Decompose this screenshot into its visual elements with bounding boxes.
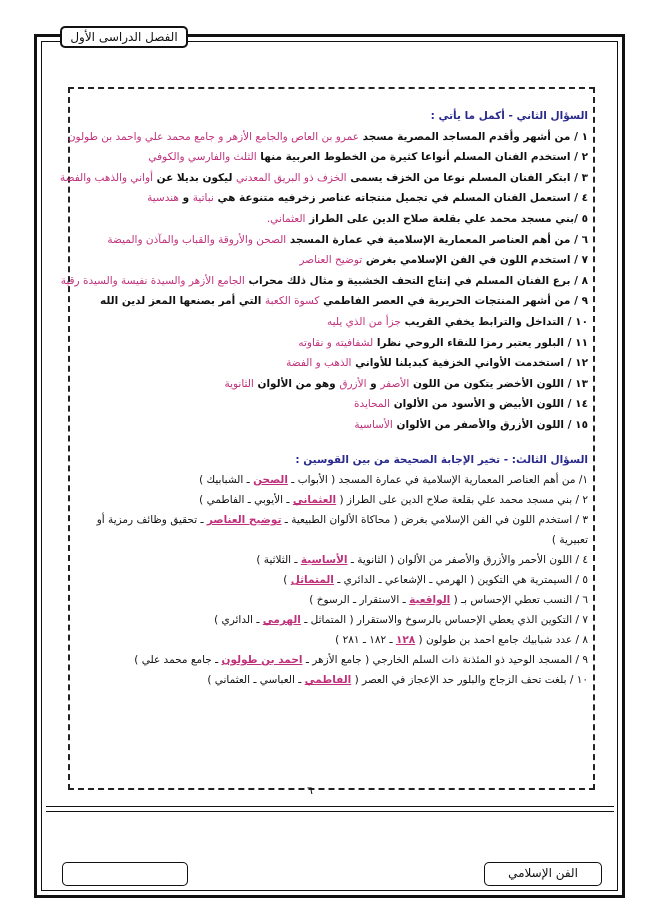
question-text: ـ ١٨٢ ـ ٢٨١ )	[335, 634, 396, 647]
question-text: و	[178, 192, 193, 205]
question-text: ٦ / النسب تعطي الإحساس بـ (	[450, 594, 588, 607]
section2-item	[76, 353, 588, 374]
answer-text: الأزرق	[339, 377, 367, 390]
section3-title: السؤال الثالث: - تخير الإجابة الصحيحة من بين القوسين :	[295, 453, 588, 466]
answer-text: توضيح العناصر	[206, 514, 282, 527]
section2-item	[76, 291, 588, 312]
question-text: ـ الشبابيك )	[199, 474, 254, 487]
question-text: ١١ / البلور يعتبر رمزا للنقاء الروحي نظرا	[373, 336, 588, 349]
answer-text: ١٢٨	[395, 634, 416, 647]
question-text: ٣ / استخدم اللون في الفن الإسلامي بغرض ( محاكاة الألوان الطبيعية ـ	[281, 514, 588, 527]
question-text: ٧ / التكوين الذي يعطي الإحساس بالرسوخ والاستقرار ( المتماثل ـ	[300, 614, 588, 627]
answer-text: الأساسية	[354, 418, 393, 431]
section2-item	[76, 312, 588, 333]
section3-item	[76, 630, 588, 650]
answer-text: العثماني.	[266, 212, 306, 225]
answer-text: كسوة الكعبة	[265, 295, 320, 308]
section2-item	[76, 250, 588, 271]
answer-text: نباتية	[192, 192, 214, 205]
answer-text: احمد بن طولون	[221, 654, 303, 667]
question-text: ٧ / استخدم اللون في الفن الإسلامي بغرض	[362, 254, 588, 267]
term-label: الفصل الدراسى الأول	[60, 26, 188, 48]
section3-item	[76, 610, 588, 630]
section2-item	[60, 271, 588, 292]
question-text: ٨ / برع الفنان المسلم في إنتاج التحف الخشبية و مثال ذلك محراب	[244, 274, 588, 287]
answer-text: الفاطمي	[304, 674, 352, 687]
question-text: ١٣ / اللون الأخضر يتكون من اللون	[409, 377, 588, 390]
answer-text: الذهب و الفضة	[286, 357, 352, 370]
question-text: ٤ / اللون الأحمر والأزرق والأصفر من الألوان ( الثانوية ـ	[347, 554, 588, 567]
question-text: ١٠ / بلغت تحف الزجاج والبلور حد الإعجاز في العصر (	[351, 674, 588, 687]
question-text: ـ العباسي ـ العثماني )	[207, 674, 305, 687]
answer-text: هندسية	[147, 192, 179, 205]
question-text: ١٤ / اللون الأبيض و الأسود من الألوان	[390, 398, 588, 411]
answer-text: الثانوية	[224, 377, 254, 390]
question-text: وهو من الألوان	[253, 377, 340, 390]
answer-text: لشفافيته و نقاوته	[298, 336, 374, 349]
answer-text: عمرو بن العاص والجامع الأزهر و جامع محمد علي واحمد بن طولون	[67, 130, 359, 143]
question-text: ١ / من أشهر وأقدم المساجد المصرية مسجد	[358, 130, 588, 143]
question-text: ـ الثلاثية )	[256, 554, 301, 567]
footer-rule	[46, 806, 614, 807]
question-text: و	[366, 377, 381, 390]
answer-text: الخزف ذو البريق المعدني	[236, 171, 347, 184]
answer-text: الصحن والأروقة والقباب والمآذن والميضة	[107, 233, 287, 246]
answer-text: العثماني	[292, 494, 337, 507]
answer-text: الصحن	[253, 474, 288, 487]
answer-text: الثلث والفارسي والكوفي	[148, 151, 257, 164]
subject-label: الفن الإسلامي	[484, 862, 602, 886]
question-text: ـ الأيوبي ـ الفاطمي )	[199, 494, 293, 507]
answer-text: أواني والذهب والفضة	[59, 171, 153, 184]
section2-item	[76, 188, 588, 209]
answer-text: الهرمي	[262, 614, 301, 627]
question-text: ٢ / بني مسجد محمد علي بقلعة صلاح الدين على الطراز (	[336, 494, 588, 507]
question-text: ـ الدائري )	[214, 614, 263, 627]
section3-item	[76, 490, 588, 510]
question-text: ـ تحقيق وظائف رمزية أو تعبيرية )	[96, 514, 588, 547]
answer-text: الأساسية	[300, 554, 348, 567]
question-text: ـ الاستقرار ـ الرسوخ )	[309, 594, 410, 607]
section2-item	[76, 394, 588, 415]
page-number: ٦	[307, 784, 313, 797]
section2-item	[76, 415, 588, 436]
question-text: ـ جامع محمد علي )	[134, 654, 222, 667]
question-text: ١٥ / اللون الأزرق والأصفر من الألوان	[392, 418, 588, 431]
question-text: ٣ / ابتكر الفنان المسلم نوعا من الخزف يسمى	[346, 171, 588, 184]
questions-content	[59, 106, 588, 690]
section2-item	[67, 127, 588, 148]
section2-item	[76, 333, 588, 354]
question-text: ١٢ / استخدمت الأواني الخزفية كبديلنا للأواني	[351, 357, 588, 370]
section3-item	[76, 650, 588, 670]
question-text: ٢ / استخدم الفنان المسلم أنواعا كثيرة من الخطوط العربية منها	[256, 151, 588, 164]
question-text: ١/ من أهم العناصر المعمارية الإسلامية في عمارة المسجد ( الأبواب ـ	[287, 474, 588, 487]
section2-item	[76, 147, 588, 168]
question-text: التي أمر بصنعها المعز لدين الله	[99, 295, 265, 308]
question-text: ٤ / استعمل الفنان المسلم في تجميل منتجاته عناصر زخرفيه متنوعة هي	[213, 192, 588, 205]
question-text: ٩ / المسجد الوحيد ذو المئذنة ذات السلم الخارجي ( جامع الأزهر ـ	[302, 654, 588, 667]
question-text: ٥ /بني مسجد محمد علي بقلعة صلاح الدين على الطراز	[305, 212, 588, 225]
footer-rule-thin	[46, 811, 614, 812]
answer-text: توضيح العناصر	[299, 254, 363, 267]
question-text: )	[283, 574, 291, 587]
section2-item	[76, 209, 588, 230]
answer-text: الجامع الأزهر والسيدة نفيسة والسيدة رقية	[60, 274, 245, 287]
question-text: ٨ / عدد شبابيك جامع احمد بن طولون (	[415, 634, 588, 647]
section2-item	[76, 374, 588, 395]
section3-item	[76, 670, 588, 690]
name-box	[62, 862, 188, 886]
section3-item	[76, 470, 588, 490]
section3-item	[76, 550, 588, 570]
section3-list	[76, 470, 588, 690]
answer-text: جزأ من الذي يليه	[327, 315, 401, 328]
section3-item	[76, 570, 588, 590]
answer-text: المحايدة	[353, 398, 391, 411]
section2-list	[59, 127, 588, 436]
question-text: ١٠ / التداخل والترابط يخفي القريب	[400, 315, 588, 328]
question-text: ٥ / السيمترية هي التكوين ( الهرمي ـ الإشعاعي ـ الدائري ـ	[333, 574, 588, 587]
answer-text: المتماثل	[290, 574, 334, 587]
section2-item	[59, 168, 588, 189]
question-text: ٦ / من أهم العناصر المعمارية الإسلامية في عمارة المسجد	[286, 233, 588, 246]
question-text: ليكون بديلا عن	[153, 171, 237, 184]
answer-text: الأصفر	[380, 377, 410, 390]
answer-text: الواقعية	[409, 594, 451, 607]
section2-item	[76, 230, 588, 251]
section3-item	[76, 510, 588, 550]
section2-title: السؤال الثاني - أكمل ما يأتي :	[430, 110, 588, 122]
section3-item	[76, 590, 588, 610]
question-text: ٩ / من أشهر المنتجات الحريرية في العصر الفاطمي	[319, 295, 588, 308]
